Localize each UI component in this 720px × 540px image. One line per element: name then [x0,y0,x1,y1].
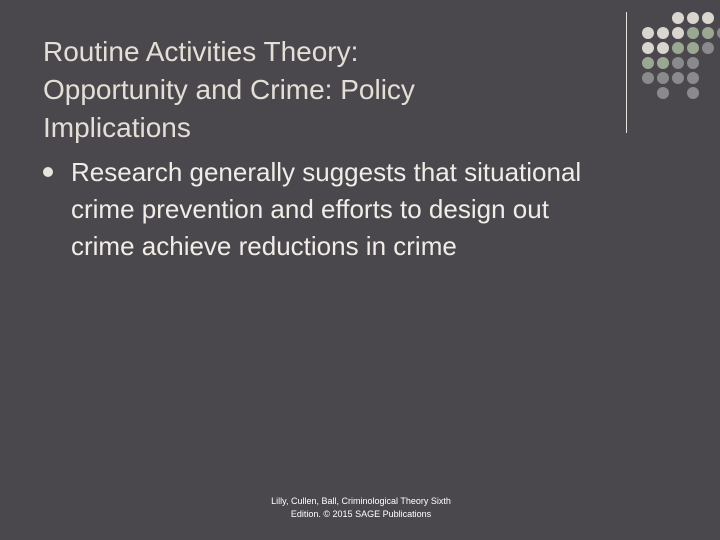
decorative-dot [702,12,714,24]
decorative-dot [657,42,669,54]
decorative-dot [687,12,699,24]
slide-footer [250,495,472,521]
decorative-dot [702,42,714,54]
bullet-item [43,154,683,265]
decorative-dot [687,27,699,39]
decorative-dot [672,42,684,54]
decorative-dot [687,42,699,54]
bullet-text-line: Research generally suggests that situational [71,157,582,187]
decorative-dot [642,72,654,84]
decorative-dot [642,57,654,69]
decorative-dot [672,57,684,69]
footer-citation-line: Lilly, Cullen, Ball, Criminological Theory Sixth [271,496,451,506]
title-divider [626,12,627,133]
decorative-dot-grid [638,10,720,120]
decorative-dot [687,87,699,99]
decorative-dot [687,72,699,84]
decorative-dot [672,27,684,39]
decorative-dot [672,12,684,24]
decorative-dot [657,57,669,69]
bullet-text-line: crime prevention and efforts to design out [71,194,549,224]
decorative-dot [657,27,669,39]
slide-title-line: Implications [43,111,191,143]
decorative-dot [657,72,669,84]
bullet-text-line: crime achieve reductions in crime [71,231,457,261]
decorative-dot [687,57,699,69]
bullet-icon [43,167,53,177]
decorative-dot [702,27,714,39]
slide-title-line: Opportunity and Crime: Policy [43,73,415,105]
decorative-dot [642,42,654,54]
decorative-dot [657,87,669,99]
decorative-dot [642,27,654,39]
footer-citation-line: Edition. © 2015 SAGE Publications [290,509,432,519]
slide-title [43,33,603,147]
decorative-dot [672,72,684,84]
slide-title-line: Routine Activities Theory: [43,35,359,67]
bullet-list [43,154,683,265]
